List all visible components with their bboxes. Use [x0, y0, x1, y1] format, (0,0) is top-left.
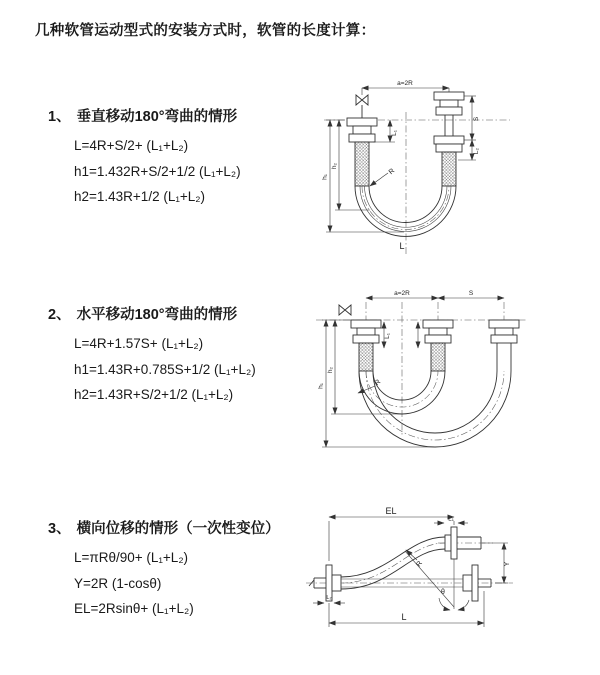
- angle-construction: [405, 551, 469, 610]
- dimension-l1-top: [434, 516, 468, 524]
- braided-hose-section: [359, 343, 373, 371]
- section-1: [48, 105, 241, 210]
- diagram-horizontal-180-bend: [308, 286, 553, 461]
- formula-line: h2=1.43R+S/2+1/2 (L₁+L₂): [74, 387, 234, 402]
- formula-line: h2=1.43R+1/2 (L₁+L₂): [74, 189, 206, 204]
- centerlines: [321, 112, 510, 254]
- radius-leader: [370, 168, 396, 186]
- braided-hose-section: [355, 142, 369, 186]
- dim-label-span: EL: [385, 506, 397, 516]
- dim-label-width: a=2R: [394, 290, 410, 297]
- dim-label-angle: θ: [441, 589, 445, 596]
- valve-icon: [339, 305, 351, 315]
- section-2-heading: [48, 303, 256, 324]
- formula-line: Y=2R (1-cosθ): [74, 575, 162, 591]
- dim-label-h2: h₂: [327, 366, 334, 374]
- page-title: 几种软管运动型式的安装方式时，软管的长度计算：: [35, 23, 376, 39]
- section-heading-text: 垂直移动180°弯曲的情形: [76, 109, 238, 125]
- left-flange-fitting: [347, 118, 377, 186]
- section-heading-text: 水平移动180°弯曲的情形: [76, 307, 238, 323]
- dim-label-width: a=2R: [397, 80, 413, 87]
- diagram-lateral-displacement: [298, 503, 563, 641]
- dim-label-length: L: [401, 612, 407, 622]
- formula-line: EL=2Rsinθ+ (L₁+L₂): [74, 601, 194, 616]
- formula-line: h1=1.432R+S/2+1/2 (L₁+L₂): [74, 163, 241, 179]
- braided-hose-section: [431, 343, 445, 371]
- formula-line: h1=1.43R+0.785S+1/2 (L₁+L₂): [74, 361, 256, 377]
- braided-hose-section: [442, 152, 456, 186]
- dimension-l2-bottom: [313, 595, 345, 603]
- dim-label-length: L: [399, 241, 405, 251]
- dim-label-stroke: S: [468, 290, 474, 297]
- dim-label-fitting-bottom: L₂: [326, 595, 332, 601]
- dimension-a2r: [366, 290, 438, 298]
- dim-label-fitting: L₁: [384, 333, 391, 339]
- dimension-stroke-s: [438, 290, 504, 298]
- dim-label-fitting-left: L₁: [391, 130, 398, 136]
- section-number: 1、: [48, 109, 71, 125]
- dimension-offset-y: [482, 543, 511, 583]
- section-3-heading: [48, 517, 280, 538]
- formula-line: L=4R+S/2+ (L₁+L₂): [74, 138, 189, 153]
- formula-line: L=πRθ/90+ (L₁+L₂): [74, 550, 189, 565]
- section-number: 3、: [48, 521, 71, 537]
- section-1-heading: [48, 105, 241, 126]
- diagram-vertical-180-bend: [312, 74, 522, 259]
- dim-label-radius: R: [373, 378, 383, 388]
- dim-label-fitting-right: L₂: [473, 147, 480, 155]
- valve-icon: [356, 95, 368, 118]
- section-2: [48, 303, 256, 408]
- dimension-el: [329, 506, 454, 561]
- dim-label-h1: h₁: [321, 174, 329, 180]
- u-bend-hose: [355, 186, 456, 236]
- dim-label-radius: R: [415, 560, 425, 569]
- dim-label-radius: R: [387, 167, 397, 177]
- dim-label-h2: h₂: [331, 162, 338, 170]
- flange-fittings: [351, 320, 519, 371]
- u-bend-hoses: [359, 371, 511, 447]
- formula-line: L=4R+1.57S+ (L₁+L₂): [74, 336, 204, 351]
- section-number: 2、: [48, 307, 71, 323]
- right-flange-fittings: [434, 92, 464, 186]
- dim-label-fitting-top: L₁: [448, 515, 454, 523]
- section-heading-text: 横向位移的情形（一次性变位）: [76, 521, 280, 537]
- dimension-l1: [384, 322, 418, 348]
- dim-label-stroke: S: [473, 116, 480, 122]
- section-3: [48, 517, 280, 622]
- s-curve-hose: [341, 537, 445, 589]
- dim-label-offset: Y: [504, 561, 511, 567]
- dim-label-h1: h₁: [317, 383, 325, 389]
